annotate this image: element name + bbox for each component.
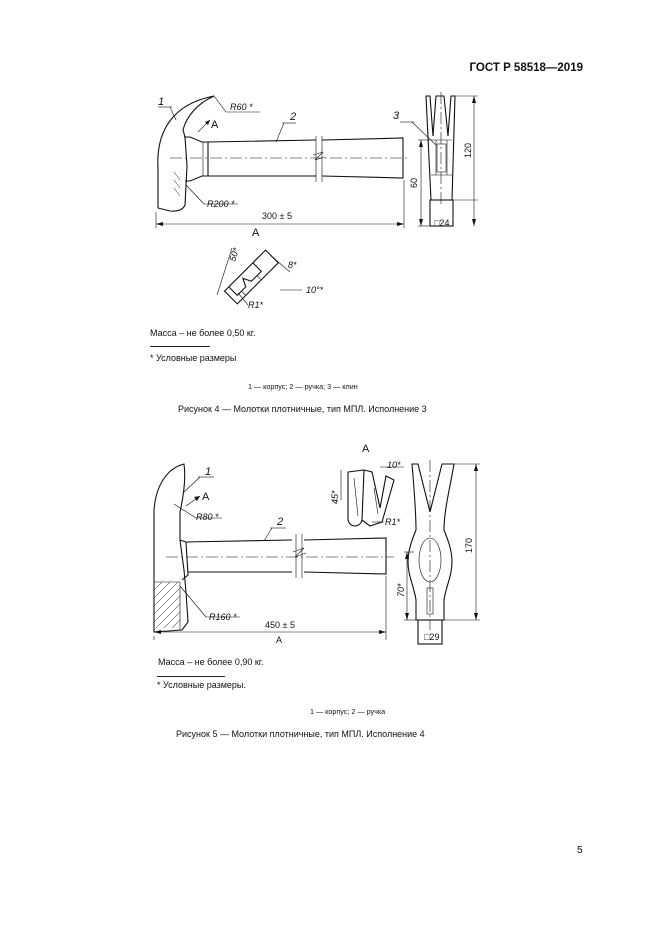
handle-fig5	[186, 538, 386, 574]
page-number: 5	[577, 845, 583, 856]
legend-fig5: 1 — корпус; 2 — ручка	[310, 707, 386, 716]
dim-w10-fig5: 10*	[387, 460, 401, 470]
mass-fig5: Масса – не более 0,90 кг.	[158, 657, 264, 667]
dim-r160-fig5: R160 *	[209, 612, 237, 622]
side-view-fig4	[426, 96, 455, 200]
dim-bottom-a-fig5: A	[276, 635, 283, 645]
dim-angle10-fig4: 10°*	[306, 285, 324, 295]
dim-square-fig5: □29	[424, 632, 440, 642]
detail-a-label-fig5: A	[362, 443, 370, 455]
callout-2-fig4: 2	[290, 111, 297, 123]
legend-fig4: 1 — корпус; 2 — ручка; 3 — клин	[248, 382, 358, 391]
footnote-fig5: * Условные размеры.	[157, 680, 246, 690]
caption-fig4: Рисунок 4 — Молотки плотничные, тип МПЛ. Исполнение 3	[178, 404, 427, 414]
footnote-fig4: * Условные размеры	[150, 353, 237, 363]
dim-height-fig5: 170	[464, 537, 474, 553]
footnote-rule-fig4	[150, 346, 210, 347]
dim-length-fig5: 450 ± 5	[265, 620, 295, 630]
dim-r200-fig4: R200 *	[207, 199, 235, 209]
dim-w45-fig5: 45*	[330, 490, 340, 504]
dim-height-fig4: 120	[463, 142, 473, 158]
dim-square-fig4: □24	[434, 218, 450, 228]
dim-r80-fig5: R80 *	[196, 512, 219, 522]
dim-length-fig4: 300 ± 5	[262, 211, 292, 221]
standard-number: ГОСТ Р 58518—2019	[469, 62, 583, 74]
dim-r60-fig4: R60 *	[230, 102, 253, 112]
striking-face-hatch	[154, 582, 180, 628]
hammer-head-fig5	[154, 464, 188, 632]
hammer-head-fig4	[158, 96, 214, 211]
detail-a-label-fig4: A	[252, 227, 260, 239]
callout-1-fig5: 1	[205, 466, 212, 478]
dim-section-fig4: 60	[409, 177, 419, 188]
side-view-fig5	[408, 464, 454, 620]
dim-section-fig5: 70*	[396, 583, 406, 597]
dim-r1-fig4: R1*	[248, 300, 264, 310]
dim-w8-fig4: 8*	[288, 260, 297, 270]
callout-2-fig5: 2	[277, 516, 284, 528]
callout-3-fig4: 3	[393, 110, 400, 122]
figure-5-drawing	[0, 440, 661, 650]
callout-1-fig4: 1	[158, 96, 165, 108]
mass-fig4: Масса – не более 0,50 кг.	[150, 328, 256, 338]
caption-fig5: Рисунок 5 — Молотки плотничные, тип МПЛ. Исполнение 4	[176, 729, 425, 739]
footnote-rule-fig5	[157, 676, 225, 677]
figure-4-drawing	[0, 85, 661, 315]
view-a-arrow-fig4: A	[211, 119, 219, 131]
view-a-arrow-fig5: A	[202, 491, 210, 503]
dim-w50-fig4: 50*	[227, 246, 242, 263]
dim-r1-fig5: R1*	[385, 517, 401, 527]
